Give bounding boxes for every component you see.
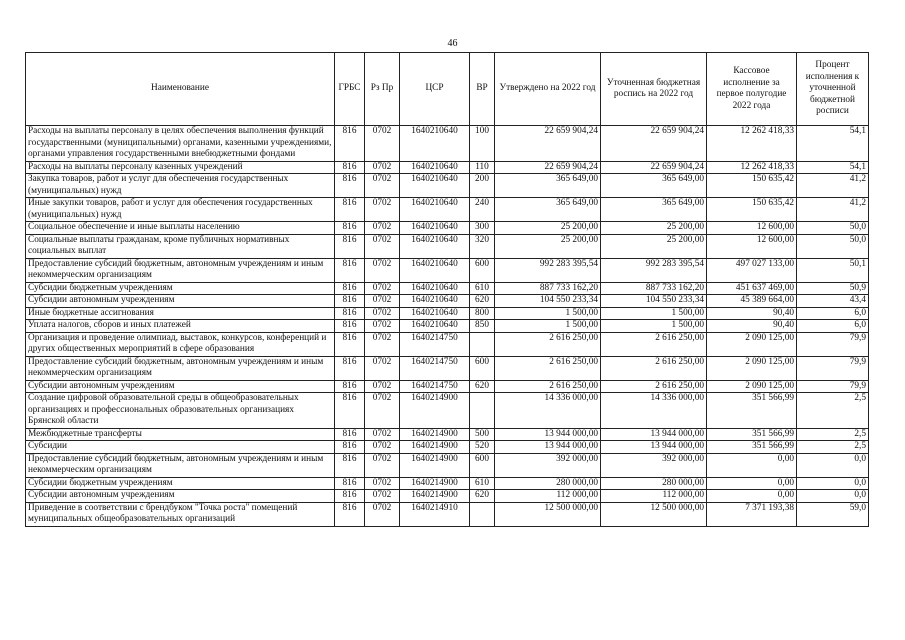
row-percent: 43,4 (797, 295, 869, 308)
row-refined: 992 283 395,54 (601, 258, 707, 282)
row-csr: 1640210640 (400, 234, 470, 258)
row-csr: 1640210640 (400, 295, 470, 308)
row-csr: 1640210640 (400, 174, 470, 198)
table-row (26, 222, 869, 235)
row-executed: 12 600,00 (707, 222, 797, 235)
row-rzpr: 0702 (365, 441, 400, 454)
row-rzpr: 0702 (365, 393, 400, 429)
row-percent: 41,2 (797, 174, 869, 198)
row-percent: 2,5 (797, 441, 869, 454)
row-refined: 104 550 233,34 (601, 295, 707, 308)
header-rzpr: Рз Пр (365, 53, 400, 126)
row-executed: 12 600,00 (707, 234, 797, 258)
row-executed: 150 635,42 (707, 198, 797, 222)
row-percent: 0,0 (797, 477, 869, 490)
row-name: Создание цифровой образовательной среды в общеобразовательных организациях и профессиональных образовательных организациях Брянской области (26, 393, 335, 429)
row-approved: 12 500 000,00 (495, 502, 601, 526)
row-rzpr: 0702 (365, 356, 400, 380)
row-rzpr: 0702 (365, 126, 400, 162)
row-rzpr: 0702 (365, 222, 400, 235)
row-percent: 79,9 (797, 380, 869, 393)
header-row (26, 53, 869, 126)
table-row (26, 174, 869, 198)
table-row (26, 477, 869, 490)
header-percent: Процент исполнения к уточненной бюджетной росписи (797, 53, 869, 126)
row-vr: 300 (470, 222, 495, 235)
row-refined: 392 000,00 (601, 453, 707, 477)
row-percent: 54,1 (797, 161, 869, 174)
row-percent: 6,0 (797, 320, 869, 333)
row-vr: 520 (470, 441, 495, 454)
row-csr: 1640214750 (400, 332, 470, 356)
row-csr: 1640210640 (400, 282, 470, 295)
row-percent: 0,0 (797, 453, 869, 477)
row-executed: 90,40 (707, 320, 797, 333)
table-row (26, 453, 869, 477)
row-grbs: 816 (335, 332, 365, 356)
row-executed: 2 090 125,00 (707, 356, 797, 380)
row-rzpr: 0702 (365, 174, 400, 198)
table-row (26, 295, 869, 308)
row-grbs: 816 (335, 161, 365, 174)
row-grbs: 816 (335, 453, 365, 477)
row-percent: 50,1 (797, 258, 869, 282)
row-vr: 110 (470, 161, 495, 174)
row-refined: 112 000,00 (601, 490, 707, 503)
table-row (26, 320, 869, 333)
row-csr: 1640214900 (400, 441, 470, 454)
row-approved: 13 944 000,00 (495, 441, 601, 454)
header-csr: ЦСР (400, 53, 470, 126)
row-name: Социальное обеспечение и иные выплаты населению (26, 222, 335, 235)
row-name: Приведение в соответствии с брендбуком "Точка роста" помещений муниципальных общеобразовательных организаций (26, 502, 335, 526)
row-refined: 25 200,00 (601, 222, 707, 235)
row-vr: 500 (470, 428, 495, 441)
row-vr: 850 (470, 320, 495, 333)
header-vr: ВР (470, 53, 495, 126)
table-row (26, 393, 869, 429)
row-grbs: 816 (335, 174, 365, 198)
row-rzpr: 0702 (365, 295, 400, 308)
row-name: Субсидии бюджетным учреждениям (26, 477, 335, 490)
row-vr: 240 (470, 198, 495, 222)
row-refined: 2 616 250,00 (601, 380, 707, 393)
row-csr: 1640214750 (400, 380, 470, 393)
row-name: Субсидии автономным учреждениям (26, 380, 335, 393)
row-csr: 1640214750 (400, 356, 470, 380)
row-refined: 365 649,00 (601, 174, 707, 198)
row-grbs: 816 (335, 380, 365, 393)
row-rzpr: 0702 (365, 428, 400, 441)
row-csr: 1640210640 (400, 307, 470, 320)
row-rzpr: 0702 (365, 282, 400, 295)
row-executed: 12 262 418,33 (707, 126, 797, 162)
row-approved: 112 000,00 (495, 490, 601, 503)
table-row (26, 307, 869, 320)
row-rzpr: 0702 (365, 477, 400, 490)
row-grbs: 816 (335, 307, 365, 320)
row-executed: 90,40 (707, 307, 797, 320)
row-name: Предоставление субсидий бюджетным, автономным учреждениям и иным некоммерческим организациям (26, 356, 335, 380)
row-percent: 6,0 (797, 307, 869, 320)
row-name: Межбюджетные трансферты (26, 428, 335, 441)
row-refined: 1 500,00 (601, 307, 707, 320)
row-name: Организация и проведение олимпиад, выставок, конкурсов, конференций и других общественных мероприятий в сфере образования (26, 332, 335, 356)
row-rzpr: 0702 (365, 234, 400, 258)
row-name: Субсидии автономным учреждениям (26, 490, 335, 503)
row-name: Субсидии (26, 441, 335, 454)
row-vr: 610 (470, 477, 495, 490)
row-executed: 7 371 193,38 (707, 502, 797, 526)
row-vr: 600 (470, 453, 495, 477)
table-row (26, 332, 869, 356)
header-executed: Кассовое исполнение за первое полугодие 2022 года (707, 53, 797, 126)
row-vr (470, 332, 495, 356)
row-rzpr: 0702 (365, 258, 400, 282)
row-csr: 1640214900 (400, 477, 470, 490)
row-grbs: 816 (335, 282, 365, 295)
row-executed: 351 566,99 (707, 441, 797, 454)
row-grbs: 816 (335, 126, 365, 162)
row-refined: 25 200,00 (601, 234, 707, 258)
row-executed: 150 635,42 (707, 174, 797, 198)
row-refined: 13 944 000,00 (601, 428, 707, 441)
row-vr: 610 (470, 282, 495, 295)
row-approved: 2 616 250,00 (495, 380, 601, 393)
row-executed: 0,00 (707, 477, 797, 490)
row-refined: 280 000,00 (601, 477, 707, 490)
row-grbs: 816 (335, 502, 365, 526)
row-grbs: 816 (335, 393, 365, 429)
row-csr: 1640210640 (400, 222, 470, 235)
row-csr: 1640214900 (400, 490, 470, 503)
row-approved: 392 000,00 (495, 453, 601, 477)
row-refined: 1 500,00 (601, 320, 707, 333)
row-percent: 50,0 (797, 234, 869, 258)
row-percent: 79,9 (797, 332, 869, 356)
row-executed: 45 389 664,00 (707, 295, 797, 308)
row-csr: 1640214900 (400, 428, 470, 441)
table-row (26, 234, 869, 258)
row-executed: 0,00 (707, 453, 797, 477)
row-percent: 59,0 (797, 502, 869, 526)
row-approved: 1 500,00 (495, 307, 601, 320)
table-row (26, 161, 869, 174)
row-percent: 0,0 (797, 490, 869, 503)
table-row (26, 380, 869, 393)
row-percent: 79,9 (797, 356, 869, 380)
row-rzpr: 0702 (365, 502, 400, 526)
table-row (26, 126, 869, 162)
row-refined: 13 944 000,00 (601, 441, 707, 454)
row-approved: 25 200,00 (495, 222, 601, 235)
table-row (26, 356, 869, 380)
table-row (26, 282, 869, 295)
row-name: Расходы на выплаты персоналу казенных учреждений (26, 161, 335, 174)
row-rzpr: 0702 (365, 307, 400, 320)
row-executed: 2 090 125,00 (707, 380, 797, 393)
row-vr: 600 (470, 356, 495, 380)
row-name: Закупка товаров, работ и услуг для обеспечения государственных (муниципальных) нужд (26, 174, 335, 198)
row-refined: 12 500 000,00 (601, 502, 707, 526)
row-grbs: 816 (335, 295, 365, 308)
row-vr (470, 393, 495, 429)
row-rzpr: 0702 (365, 332, 400, 356)
row-csr: 1640214900 (400, 393, 470, 429)
header-refined: Уточненная бюджетная роспись на 2022 год (601, 53, 707, 126)
row-approved: 2 616 250,00 (495, 332, 601, 356)
row-vr: 800 (470, 307, 495, 320)
table-row (26, 502, 869, 526)
row-csr: 1640214900 (400, 453, 470, 477)
row-executed: 12 262 418,33 (707, 161, 797, 174)
row-approved: 992 283 395,54 (495, 258, 601, 282)
row-name: Субсидии автономным учреждениям (26, 295, 335, 308)
row-percent: 54,1 (797, 126, 869, 162)
row-vr (470, 502, 495, 526)
row-vr: 620 (470, 295, 495, 308)
row-approved: 13 944 000,00 (495, 428, 601, 441)
row-refined: 14 336 000,00 (601, 393, 707, 429)
row-refined: 887 733 162,20 (601, 282, 707, 295)
row-name: Иные бюджетные ассигнования (26, 307, 335, 320)
row-csr: 1640210640 (400, 320, 470, 333)
row-grbs: 816 (335, 198, 365, 222)
row-name: Субсидии бюджетным учреждениям (26, 282, 335, 295)
row-refined: 22 659 904,24 (601, 126, 707, 162)
table-row (26, 198, 869, 222)
header-approved: Утверждено на 2022 год (495, 53, 601, 126)
header-grbs: ГРБС (335, 53, 365, 126)
row-name: Уплата налогов, сборов и иных платежей (26, 320, 335, 333)
row-grbs: 816 (335, 477, 365, 490)
row-percent: 41,2 (797, 198, 869, 222)
row-csr: 1640210640 (400, 198, 470, 222)
row-rzpr: 0702 (365, 161, 400, 174)
row-grbs: 816 (335, 441, 365, 454)
row-percent: 50,0 (797, 222, 869, 235)
table-row (26, 428, 869, 441)
row-name: Расходы на выплаты персоналу в целях обеспечения выполнения функций государственными (муниципальными) органами, казенными учреждениями, органами управления государственными внебюджетными фондами (26, 126, 335, 162)
row-vr: 620 (470, 490, 495, 503)
row-name: Предоставление субсидий бюджетным, автономным учреждениям и иным некоммерческим организациям (26, 258, 335, 282)
row-refined: 22 659 904,24 (601, 161, 707, 174)
row-rzpr: 0702 (365, 320, 400, 333)
row-percent: 2,5 (797, 428, 869, 441)
row-rzpr: 0702 (365, 380, 400, 393)
page-number: 46 (447, 38, 458, 49)
table-row (26, 258, 869, 282)
row-percent: 50,9 (797, 282, 869, 295)
row-approved: 25 200,00 (495, 234, 601, 258)
row-approved: 280 000,00 (495, 477, 601, 490)
table-body (26, 126, 869, 527)
row-csr: 1640210640 (400, 258, 470, 282)
row-executed: 2 090 125,00 (707, 332, 797, 356)
row-name: Социальные выплаты гражданам, кроме публичных нормативных социальных выплат (26, 234, 335, 258)
row-refined: 2 616 250,00 (601, 332, 707, 356)
row-executed: 0,00 (707, 490, 797, 503)
row-vr: 100 (470, 126, 495, 162)
row-approved: 104 550 233,34 (495, 295, 601, 308)
row-executed: 351 566,99 (707, 428, 797, 441)
table-row (26, 490, 869, 503)
row-vr: 620 (470, 380, 495, 393)
row-grbs: 816 (335, 258, 365, 282)
row-approved: 365 649,00 (495, 198, 601, 222)
row-refined: 2 616 250,00 (601, 356, 707, 380)
row-vr: 200 (470, 174, 495, 198)
row-percent: 2,5 (797, 393, 869, 429)
row-executed: 451 637 469,00 (707, 282, 797, 295)
row-approved: 365 649,00 (495, 174, 601, 198)
header-name: Наименование (26, 53, 335, 126)
table-row (26, 441, 869, 454)
budget-table (25, 52, 869, 527)
row-grbs: 816 (335, 234, 365, 258)
row-approved: 22 659 904,24 (495, 161, 601, 174)
row-approved: 2 616 250,00 (495, 356, 601, 380)
row-vr: 600 (470, 258, 495, 282)
row-rzpr: 0702 (365, 453, 400, 477)
row-name: Предоставление субсидий бюджетным, автономным учреждениям и иным некоммерческим организациям (26, 453, 335, 477)
row-grbs: 816 (335, 356, 365, 380)
row-csr: 1640214910 (400, 502, 470, 526)
row-name: Иные закупки товаров, работ и услуг для обеспечения государственных (муниципальных) нужд (26, 198, 335, 222)
row-vr: 320 (470, 234, 495, 258)
row-rzpr: 0702 (365, 198, 400, 222)
row-csr: 1640210640 (400, 161, 470, 174)
row-grbs: 816 (335, 222, 365, 235)
row-approved: 14 336 000,00 (495, 393, 601, 429)
row-rzpr: 0702 (365, 490, 400, 503)
row-grbs: 816 (335, 428, 365, 441)
row-csr: 1640210640 (400, 126, 470, 162)
row-executed: 497 027 133,00 (707, 258, 797, 282)
row-approved: 22 659 904,24 (495, 126, 601, 162)
row-approved: 887 733 162,20 (495, 282, 601, 295)
row-refined: 365 649,00 (601, 198, 707, 222)
row-grbs: 816 (335, 490, 365, 503)
row-executed: 351 566,99 (707, 393, 797, 429)
row-approved: 1 500,00 (495, 320, 601, 333)
row-grbs: 816 (335, 320, 365, 333)
